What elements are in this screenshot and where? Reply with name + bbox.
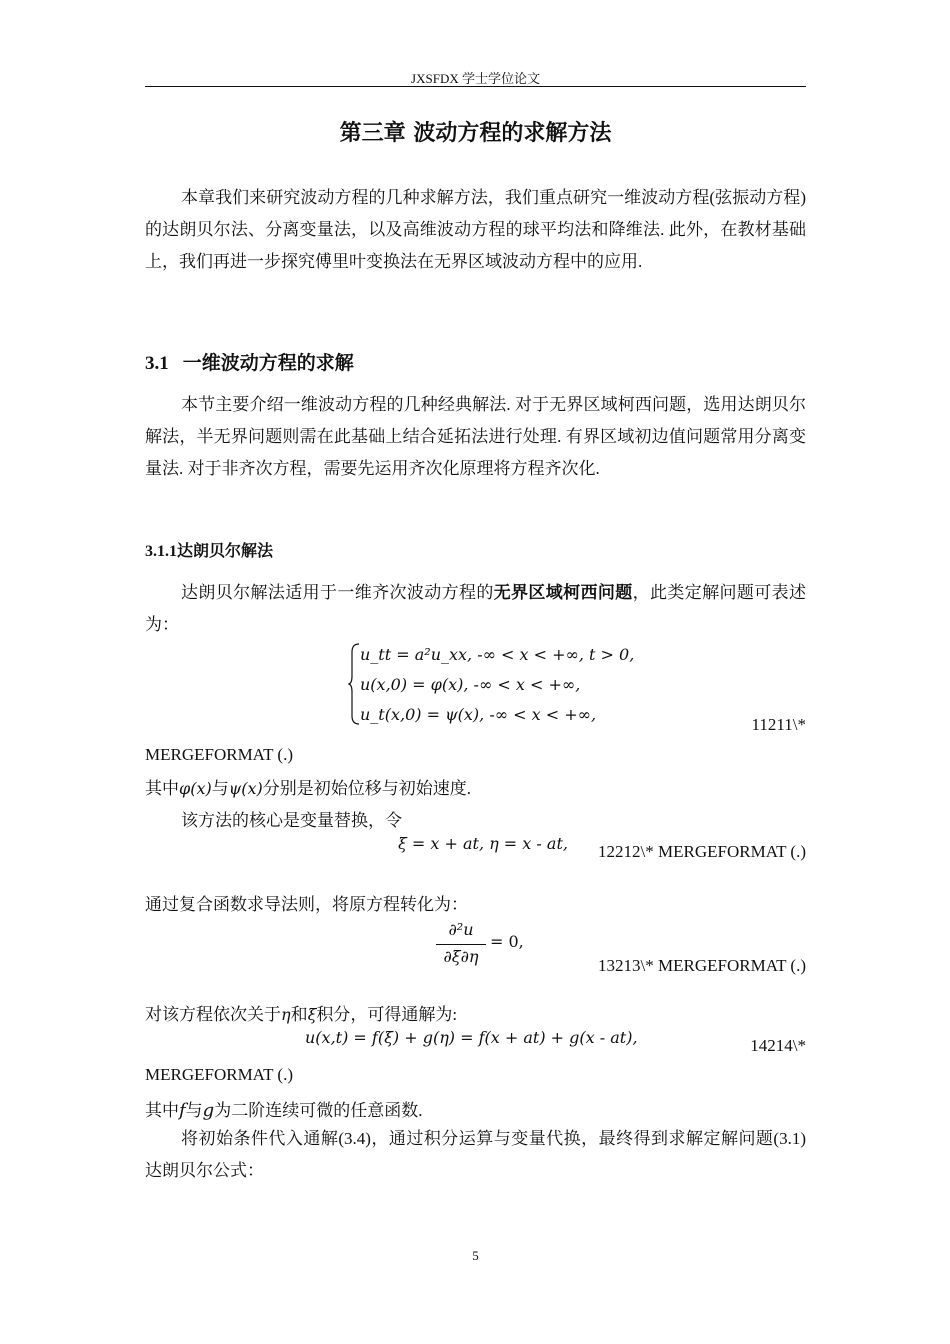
section-title: 一维波动方程的求解 (182, 352, 354, 374)
integrate-line (145, 1000, 457, 1025)
section-number: 3.1 (145, 353, 169, 374)
header-rule (145, 86, 806, 87)
eq4-number: 14214\* (750, 1036, 806, 1055)
subsection-number: 3.1.1 (145, 543, 177, 560)
fg-prefix: 其中 (145, 1101, 179, 1120)
integrate-prefix: 对该方程依次关于 (145, 1005, 281, 1024)
phi-psi-prefix: 其中 (145, 779, 179, 798)
section-paragraph: 本节主要介绍一维波动方程的几种经典解法. 对于无界区域柯西问题，选用达朗贝尔解法，半无界问题则需在此基础上结合延拓法进行处理. 有界区域初边值问题常用分离变量法. 对于非齐次方程，需要先运用齐次化原理将方程齐次化. (145, 395, 806, 478)
system-eq-line-3: u_t(x,0) = ψ(x), -∞ < x < +∞, (360, 705, 597, 724)
subsection-heading (145, 538, 273, 561)
sub-para-after: ，此类定解问题可表述为： (145, 583, 807, 634)
f-symbol: f (179, 1100, 186, 1121)
phi-psi-mid: 与 (211, 779, 229, 798)
phi-symbol: φ(x) (179, 779, 212, 798)
eq1-number: 11211\* (751, 715, 806, 734)
eta-symbol: η (281, 1005, 291, 1024)
section-heading (145, 348, 354, 375)
subsection-paragraph (145, 577, 806, 641)
eq4-mergeformat: MERGEFORMAT (.) (145, 1065, 293, 1084)
eq3-denominator: ∂ξ∂η (443, 947, 479, 966)
chapter-title: 第三章 波动方程的求解方法 (339, 121, 612, 146)
running-header: JXSFDX 学士学位论文 (411, 71, 540, 86)
eq4-formula: u(x,t) = f(ξ) + g(η) = f(x + at) + g(x - at), (305, 1028, 638, 1047)
eq1-mergeformat: MERGEFORMAT (.) (145, 745, 293, 764)
subsection-title: 达朗贝尔解法 (177, 541, 274, 560)
phi-psi-suffix: 分别是初始位移与初始速度. (262, 779, 472, 798)
core-line: 该方法的核心是变量替换，令 (181, 811, 402, 830)
page-number: 5 (472, 1248, 479, 1263)
sub-para-bold: 无界区域柯西问题 (493, 583, 633, 602)
xi-symbol: ξ (307, 1005, 317, 1024)
system-eq-line-1: u_tt = a²u_xx, -∞ < x < +∞, t > 0, (360, 645, 635, 664)
integrate-suffix: 积分，可得通解为: (316, 1005, 458, 1024)
system-eq-line-2: u(x,0) = φ(x), -∞ < x < +∞, (360, 675, 581, 694)
psi-symbol: ψ(x) (228, 779, 263, 798)
fg-suffix: 为二阶连续可微的任意函数. (214, 1101, 423, 1120)
eq2-number: 12212\* MERGEFORMAT (.) (598, 842, 806, 861)
phi-psi-line (145, 774, 471, 799)
fg-mid: 与 (185, 1101, 203, 1120)
eq2-formula: ξ = x + at, η = x - at, (398, 834, 568, 853)
integrate-mid: 和 (290, 1005, 308, 1024)
g-symbol: g (202, 1100, 215, 1121)
fg-line (145, 1096, 422, 1121)
eq3-numerator: ∂²u (448, 920, 474, 939)
eq3-rhs: = 0, (490, 932, 524, 951)
intro-paragraph: 本章我们来研究波动方程的几种求解方法，我们重点研究一维波动方程(弦振动方程)的达朗贝尔法、分离变量法，以及高维波动方程的球平均法和降维法. 此外，在教材基础上，我们再进一步探究傅里叶变换法在无界区域波动方程中的应用. (145, 188, 806, 271)
eq3-number: 13213\* MERGEFORMAT (.) (598, 956, 806, 975)
sub-para-before: 达朗贝尔解法适用于一维齐次波动方程的 (181, 583, 494, 602)
final-paragraph: 将初始条件代入通解(3.4)，通过积分运算与变量代换，最终得到求解定解问题(3.1)达朗贝尔公式： (145, 1129, 806, 1180)
eq3-fraction-bar (436, 944, 486, 945)
composite-line: 通过复合函数求导法则，将原方程转化为： (145, 895, 468, 914)
